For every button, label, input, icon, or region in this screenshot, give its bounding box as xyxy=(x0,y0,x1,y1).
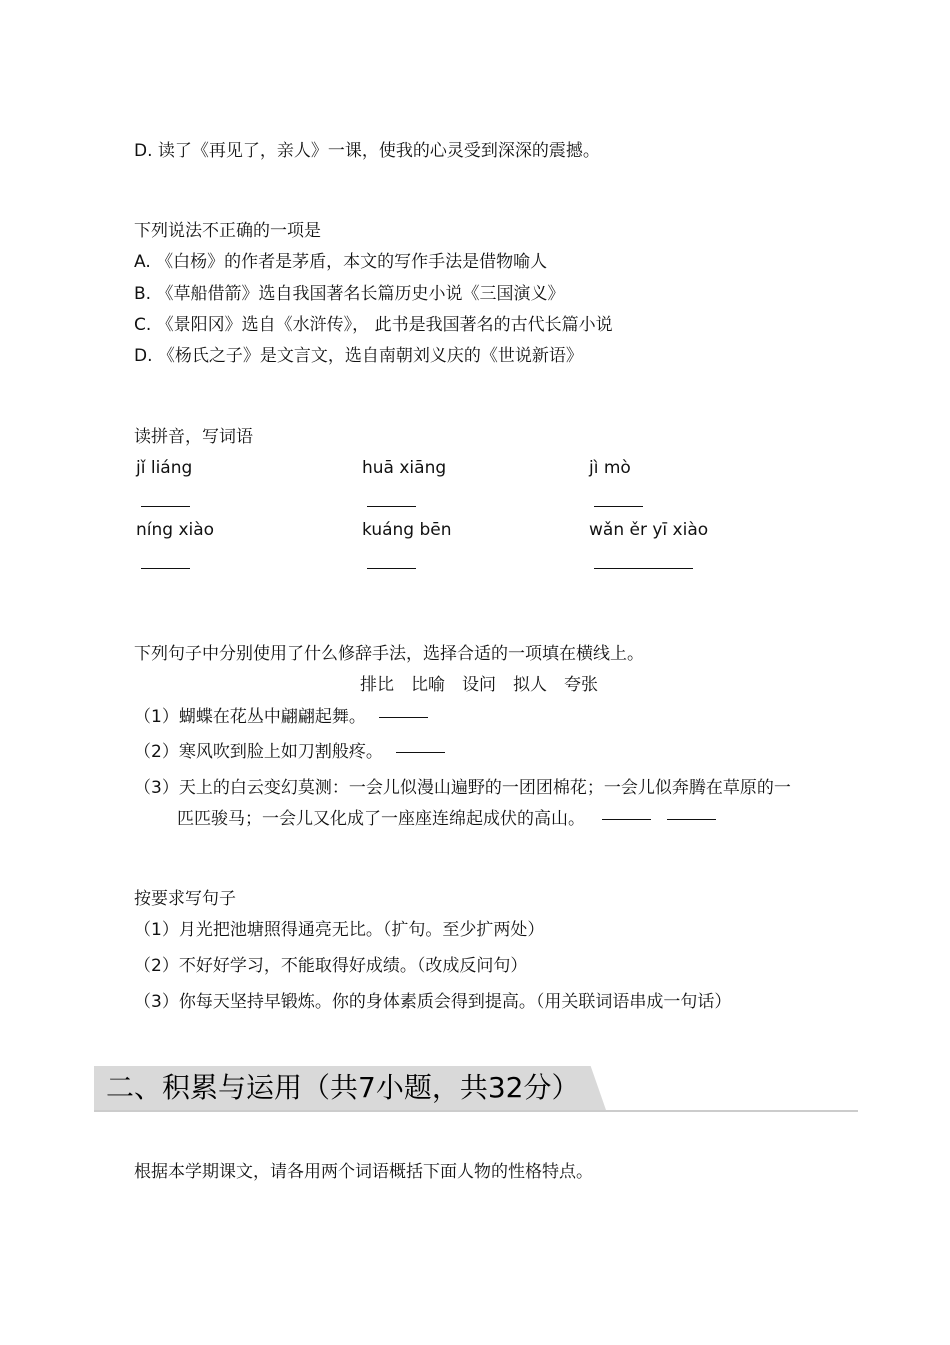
literature-option-b: B. 《草船借箭》选自我国著名长篇历史小说《三国演义》 xyxy=(134,284,565,304)
pinyin-item: jǐ liáng xyxy=(136,458,193,478)
rhetoric-question-prompt: 下列句子中分别使用了什么修辞手法，选择合适的一项填在横线上。 xyxy=(134,644,644,664)
pinyin-item: wǎn ěr yī xiào xyxy=(589,520,709,540)
sentence-item-2: （2）不好好学习，不能取得好成绩。（改成反问句） xyxy=(134,956,528,976)
sentence-question-prompt: 按要求写句子 xyxy=(134,889,236,909)
section2-first-question: 根据本学期课文，请各用两个词语概括下面人物的性格特点。 xyxy=(134,1162,593,1182)
section-header xyxy=(94,1066,858,1112)
literature-option-c: C. 《景阳冈》选自《水浒传》， 此书是我国著名的古代长篇小说 xyxy=(134,315,613,335)
rhetoric-item-text: 匹匹骏马；一会儿又化成了一座座连绵起成伏的高山。 xyxy=(177,809,585,829)
answer-blank[interactable] xyxy=(667,818,716,820)
answer-blank[interactable] xyxy=(594,568,693,569)
section-header-rule xyxy=(94,1110,858,1112)
pinyin-item: jì mò xyxy=(589,458,631,478)
answer-blank[interactable] xyxy=(367,568,416,569)
answer-blank[interactable] xyxy=(367,506,416,507)
pinyin-item: kuáng bēn xyxy=(362,520,452,540)
section-title: 二、积累与运用（共7小题，共32分） xyxy=(106,1071,580,1104)
rhetoric-choices: 排比 比喻 设问 拟人 夸张 xyxy=(360,675,598,695)
rhetoric-item-3: （3）天上的白云变幻莫测：一会儿似漫山遍野的一团团棉花；一会儿似奔腾在草原的一 xyxy=(134,778,791,798)
answer-blank[interactable] xyxy=(396,751,445,753)
rhetoric-item-3-continued xyxy=(177,807,716,831)
rhetoric-item-2 xyxy=(134,740,445,764)
sentence-item-3: （3）你每天坚持早锻炼。你的身体素质会得到提高。（用关联词语串成一句话） xyxy=(134,992,732,1012)
pinyin-item: níng xiào xyxy=(136,520,215,540)
answer-blank[interactable] xyxy=(141,506,190,507)
literature-option-a: A. 《白杨》的作者是茅盾，本文的写作手法是借物喻人 xyxy=(134,252,548,272)
prev-question-option-d: D. 读了《再见了，亲人》一课，使我的心灵受到深深的震撼。 xyxy=(134,141,600,161)
rhetoric-item-text: （1）蝴蝶在花丛中翩翩起舞。 xyxy=(134,707,366,727)
answer-blank[interactable] xyxy=(379,716,428,718)
answer-blank[interactable] xyxy=(602,818,651,820)
answer-blank[interactable] xyxy=(141,568,190,569)
literature-option-d: D. 《杨氏之子》是文言文，选自南朝刘义庆的《世说新语》 xyxy=(134,346,583,366)
pinyin-question-prompt: 读拼音，写词语 xyxy=(134,427,253,447)
sentence-item-1: （1）月光把池塘照得通亮无比。（扩句。至少扩两处） xyxy=(134,920,545,940)
answer-blank[interactable] xyxy=(594,506,643,507)
rhetoric-item-text: （2）寒风吹到脸上如刀割般疼。 xyxy=(134,742,383,762)
pinyin-item: huā xiāng xyxy=(362,458,447,478)
literature-question-prompt: 下列说法不正确的一项是 xyxy=(134,221,321,241)
rhetoric-item-1 xyxy=(134,705,428,729)
